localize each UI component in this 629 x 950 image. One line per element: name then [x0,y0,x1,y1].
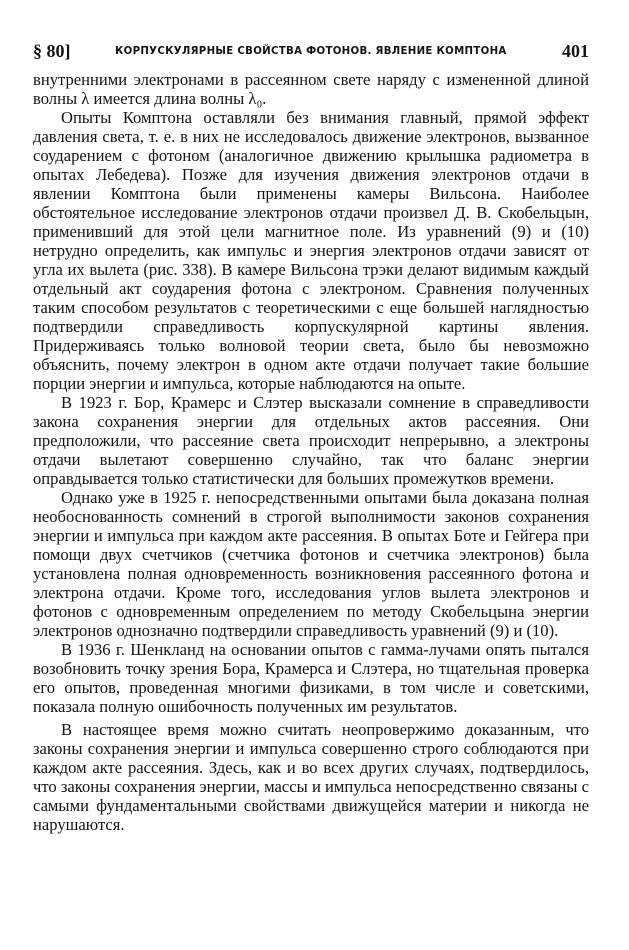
running-title: КОРПУСКУЛЯРНЫЕ СВОЙСТВА ФОТОНОВ. ЯВЛЕНИЕ КОМПТОНА [115,46,507,57]
section-number: § 80] [33,41,71,61]
paragraph-shankland: В 1936 г. Шенкланд на основании опытов с гамма-лучами опять пытался возобновить точку зрения Бора, Крамерса и Слэтера, но тщательная проверка его опытов, проведенная многими физиками, в том числе и советскими, показала полную ошибочность полученных им результатов. [33,640,589,716]
page-number: 401 [562,41,589,61]
page-header [33,40,589,62]
paragraph-compton-experiments: Опыты Комптона оставляли без внимания главный, прямой эффект давления света, т. е. в них не исследовалось движение электронов, вызванное соударением с фотоном (аналогичное движению крылышка радиометра в опытах Лебедева). Позже для изучения движения электронов отдачи в явлении Комптона были применены камеры Вильсона. Наиболее обстоятельное исследование электронов отдачи произвел Д. В. Скобельцын, применивший для этой цели магнитное поле. Из уравнений (9) и (10) нетрудно определить, как импульс и энергия электронов отдачи зависят от угла их вылета (рис. 338). В камере Вильсона трэки делают видимым каждый отдельный акт соударения фотона с электроном. Сравнения полученных таким способом результатов с теоретическими с еще большей наглядностью подтвердили справедливость корпускулярной картины явления. Придерживаясь только волновой теории света, было бы невозможно объяснить, почему электрон в одном акте отдачи получает такие большие порции энергии и импульса, которые наблюдаются на опыте. [33,108,589,393]
page-body [33,70,589,834]
paragraph-continued: внутренними электронами в рассеянном свете наряду с измененной длиной волны λ имеется длина волны λ₀. [33,70,589,108]
paragraph-conclusion: В настоящее время можно считать неопровержимо доказанным, что законы сохранения энергии и импульса совершенно строго соблюдаются при каждом акте рассеяния. Здесь, как и во всех других случаях, подтвердилось, что законы сохранения энергии, массы и импульса непосредственно связаны с самыми фундаментальными свойствами движущейся материи и никогда не нарушаются. [33,720,589,834]
paragraph-bohr-kramers-slater: В 1923 г. Бор, Крамерс и Слэтер высказали сомнение в справедливости закона сохранения энергии для отдельных актов рассеяния. Они предположили, что рассеяние света происходит непрерывно, а электроны отдачи вылетают совершенно случайно, так что баланс энергии оправдывается только статистически для больших промежутков времени. [33,393,589,488]
paragraph-bothe-geiger: Однако уже в 1925 г. непосредственными опытами была доказана полная необоснованность сомнений в строгой выполнимости законов сохранения энергии и импульса при каждом акте рассеяния. В опытах Боте и Гейгера при помощи двух счетчиков (счетчика фотонов и счетчика электронов) была установлена полная одновременность возникновения рассеянного фотона и электрона отдачи. Кроме того, исследования углов вылета электронов и фотонов с одновременным определением по методу Скобельцына энергии электронов однозначно подтвердили справедливость уравнений (9) и (10). [33,488,589,640]
